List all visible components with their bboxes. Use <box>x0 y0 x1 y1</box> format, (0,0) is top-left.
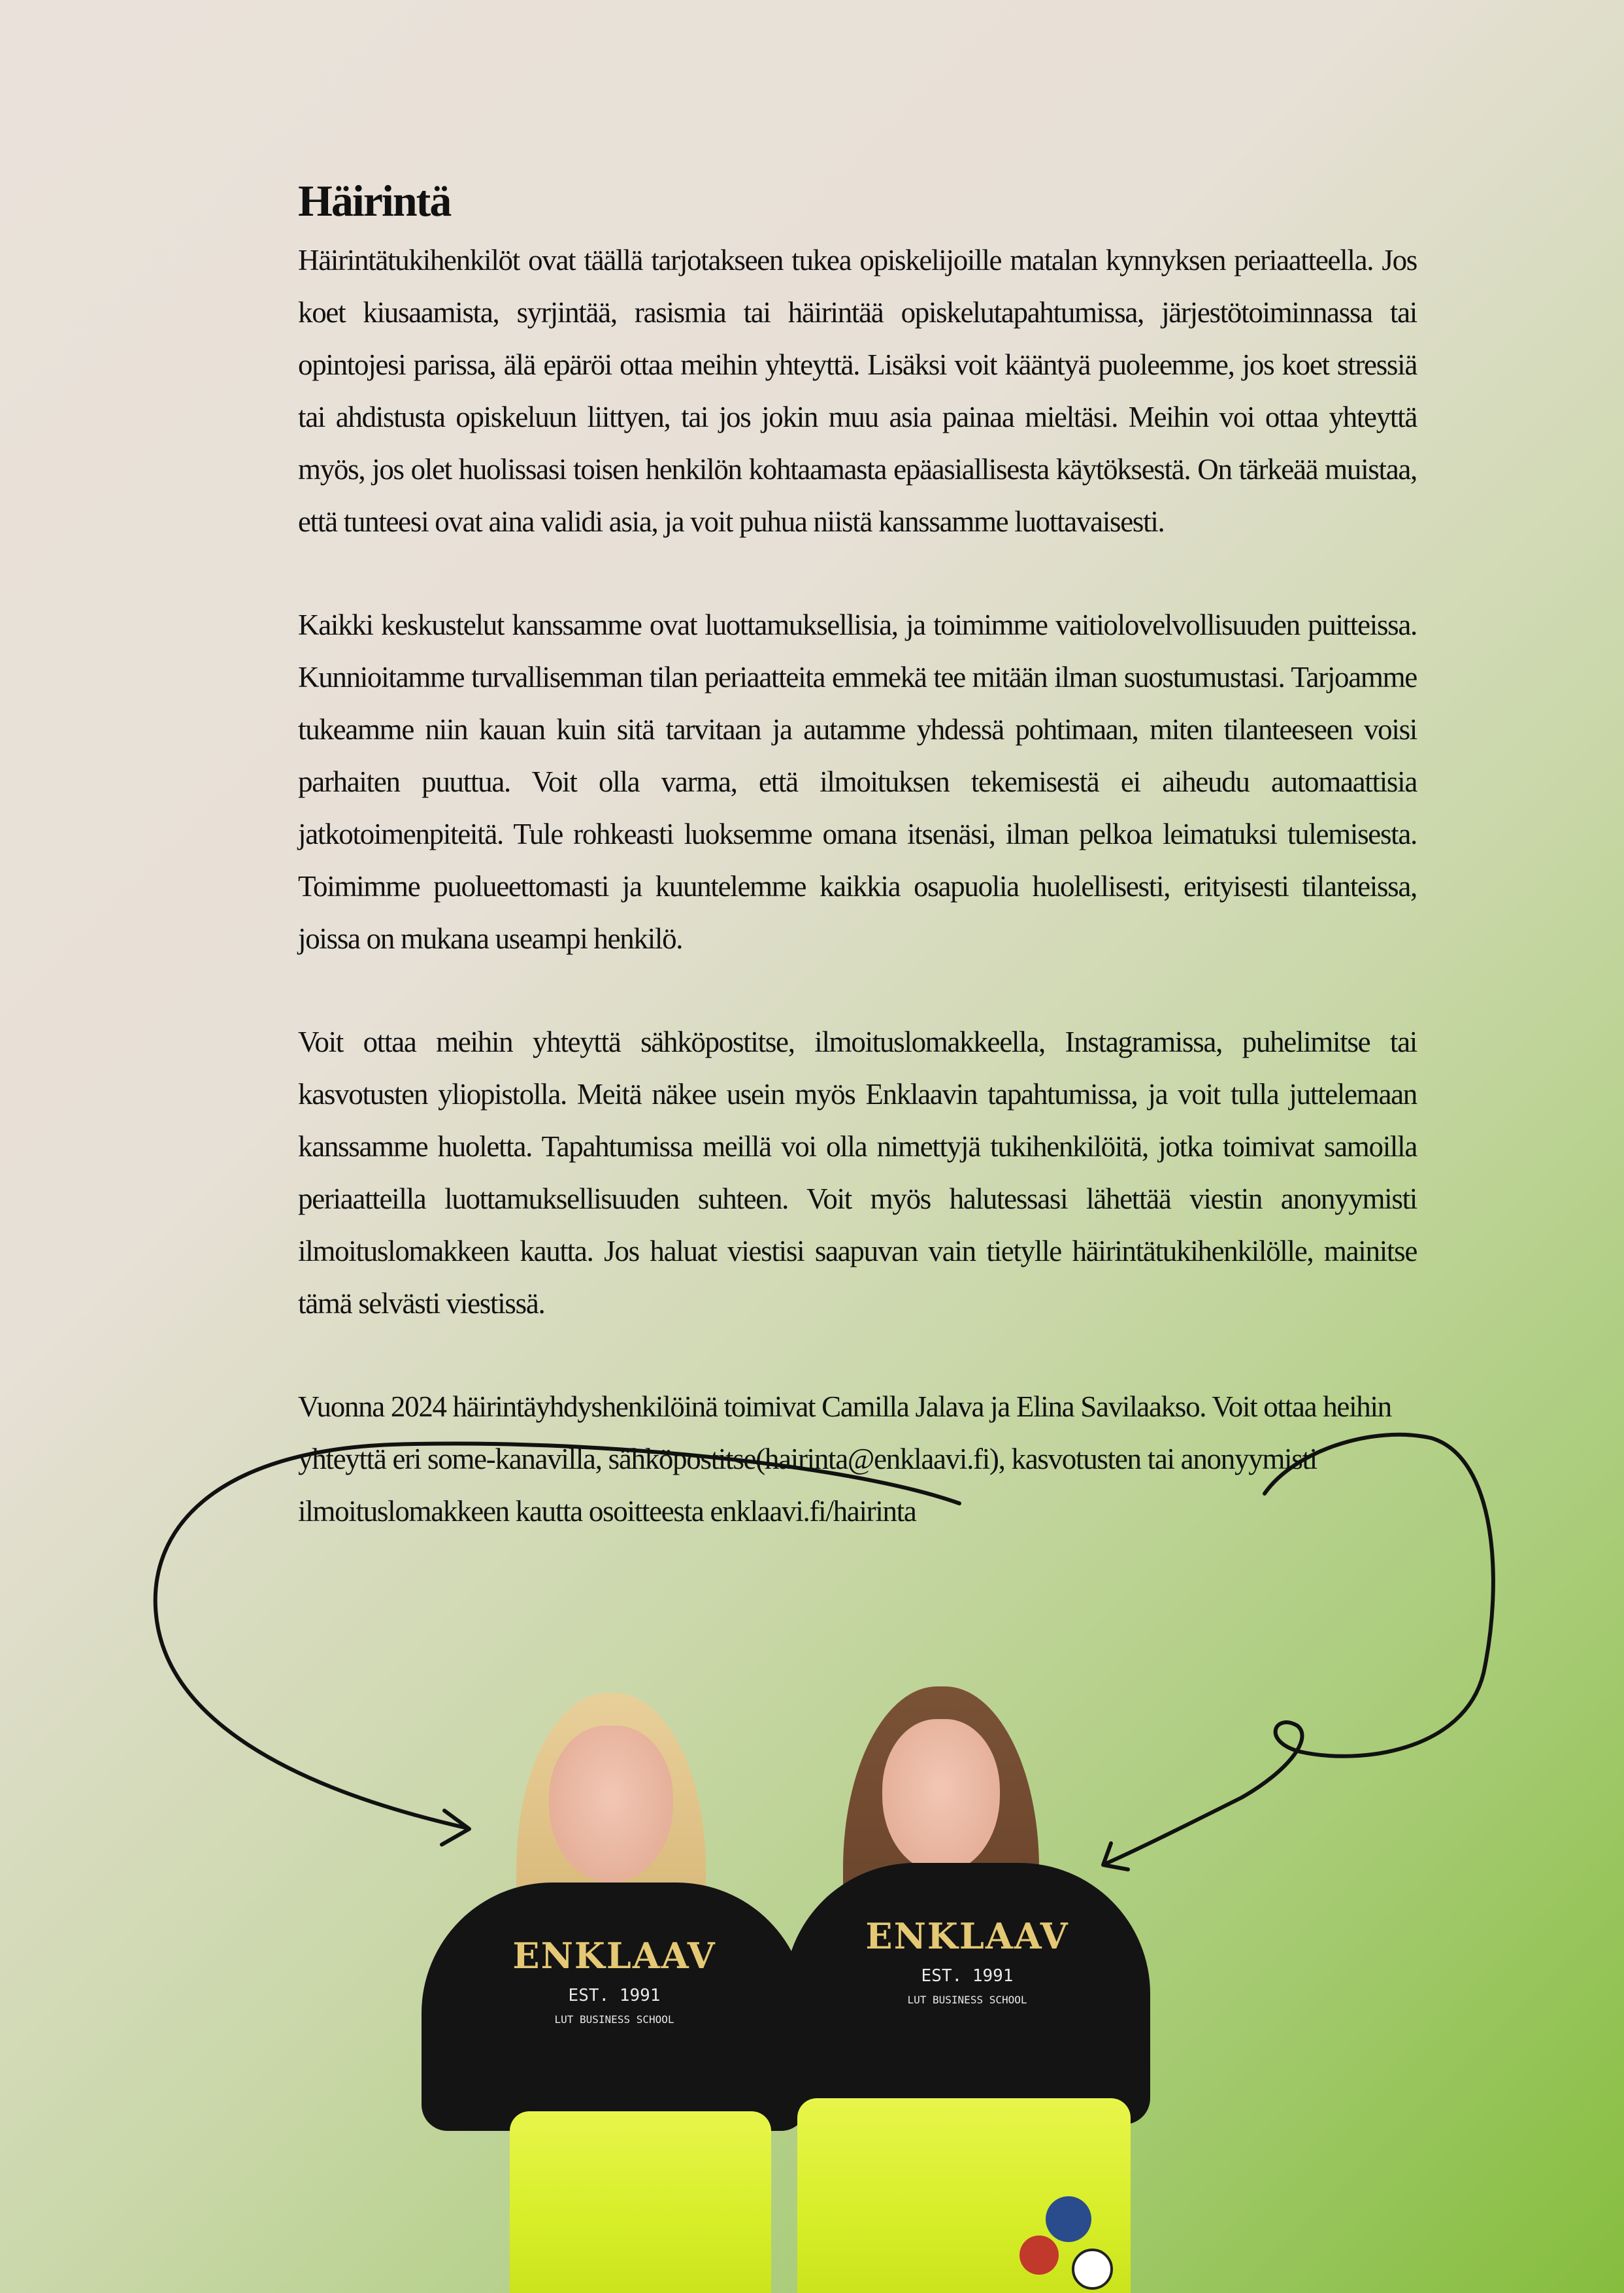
sweater-year-right: EST. 1991 <box>921 1966 1014 1986</box>
sweater-school-left: LUT BUSINESS SCHOOL <box>554 2013 674 2026</box>
page-heading: Häirintä <box>298 176 451 226</box>
face-right <box>882 1719 1000 1873</box>
photo-support-persons <box>418 1686 1157 2293</box>
sweater-year-left: EST. 1991 <box>568 1986 661 2005</box>
person-left <box>418 1686 810 2293</box>
paragraph-contact-methods: Voit ottaa meihin yhteyttä sähköpostitse, ilmoituslomakkeella, Instagramissa, puhelimitse tai kasvotusten yliopistolla. Meitä näkee usein myös Enklaavin tapahtumissa, ja voit tulla juttelemaan kanssamme huoletta. Tapahtumissa meillä voi olla nimettyjä tukihenkilöitä, jotka toimivat samoilla periaatteilla luottamuksellisuuden suhteen. Voit myös halutessasi lähettää viestin anonyymisti ilmoituslomakkeen kautta. Jos haluat viestisi saapuvan vain tietylle häirintätukihenkilölle, mainitse tämä selvästi viestissä. <box>298 1026 1417 1320</box>
patch-badge-3 <box>1072 2249 1113 2290</box>
paragraph-intro: Häirintätukihenkilöt ovat täällä tarjotakseen tukea opiskelijoille matalan kynnyksen periaatteella. Jos koet kiusaamista, syrjintää, rasismia tai häirintää opiskelutapahtumissa, järjestötoiminnassa tai opintojesi parissa, älä epäröi ottaa meihin yhteyttä. Lisäksi voit kääntyä puoleemme, jos koet stressiä tai ahdistusta opiskeluun liittyen, tai jos jokin muu asia painaa mieltäsi. Meihin voi ottaa yhteyttä myös, jos olet huolissasi toisen henkilön kohtaamasta epäasiallisesta käytöksestä. On tärkeää muistaa, että tunteesi ovat aina validi asia, ja voit puhua niistä kanssamme luottavaisesti. <box>298 244 1417 539</box>
sweater-school-right: LUT BUSINESS SCHOOL <box>907 1994 1027 2006</box>
overalls-right <box>797 2098 1131 2293</box>
sweater-brand-right: ENKLAAV <box>865 1915 1069 1957</box>
overalls-left <box>510 2111 771 2293</box>
sweater-brand-left: ENKLAAV <box>512 1935 716 1977</box>
patch-badge-1 <box>1046 2196 1091 2242</box>
sweater-right <box>784 1863 1150 2124</box>
sweater-left <box>422 1883 807 2131</box>
face-left <box>549 1726 673 1883</box>
person-right <box>784 1686 1157 2293</box>
paragraph-confidentiality: Kaikki keskustelut kanssamme ovat luottamuksellisia, ja toimimme vaitiolovelvollisuuden puitteissa. Kunnioitamme turvallisemman tilan periaatteita emmekä tee mitään ilman suostumustasi. Tarjoamme tukeamme niin kauan kuin sitä tarvitaan ja autamme yhdessä pohtimaan, miten tilanteeseen voisi parhaiten puuttua. Voit olla varma, että ilmoituksen tekemisestä ei aiheudu automaattisia jatkotoimenpiteitä. Tule rohkeasti luoksemme omana itsenäsi, ilman pelkoa leimatuksi tulemisesta. Toimimme puolueettomasti ja kuuntelemme kaikkia osapuolia huolellisesti, erityisesti tilanteissa, joissa on mukana useampi henkilö. <box>298 609 1417 956</box>
patch-badge-2 <box>1019 2235 1059 2275</box>
paragraph-contact-persons: Vuonna 2024 häirintäyhdyshenkilöinä toimivat Camilla Jalava ja Elina Savilaakso. Voit ottaa heihin yhteyttä eri some-kanavilla, sähköpostitse(hairinta@enklaavi.fi), kasvotusten tai anonyymisti ilmoituslomakkeen kautta osoitteesta enklaavi.fi/hairinta <box>298 1390 1391 1528</box>
text-content <box>298 175 1417 1537</box>
